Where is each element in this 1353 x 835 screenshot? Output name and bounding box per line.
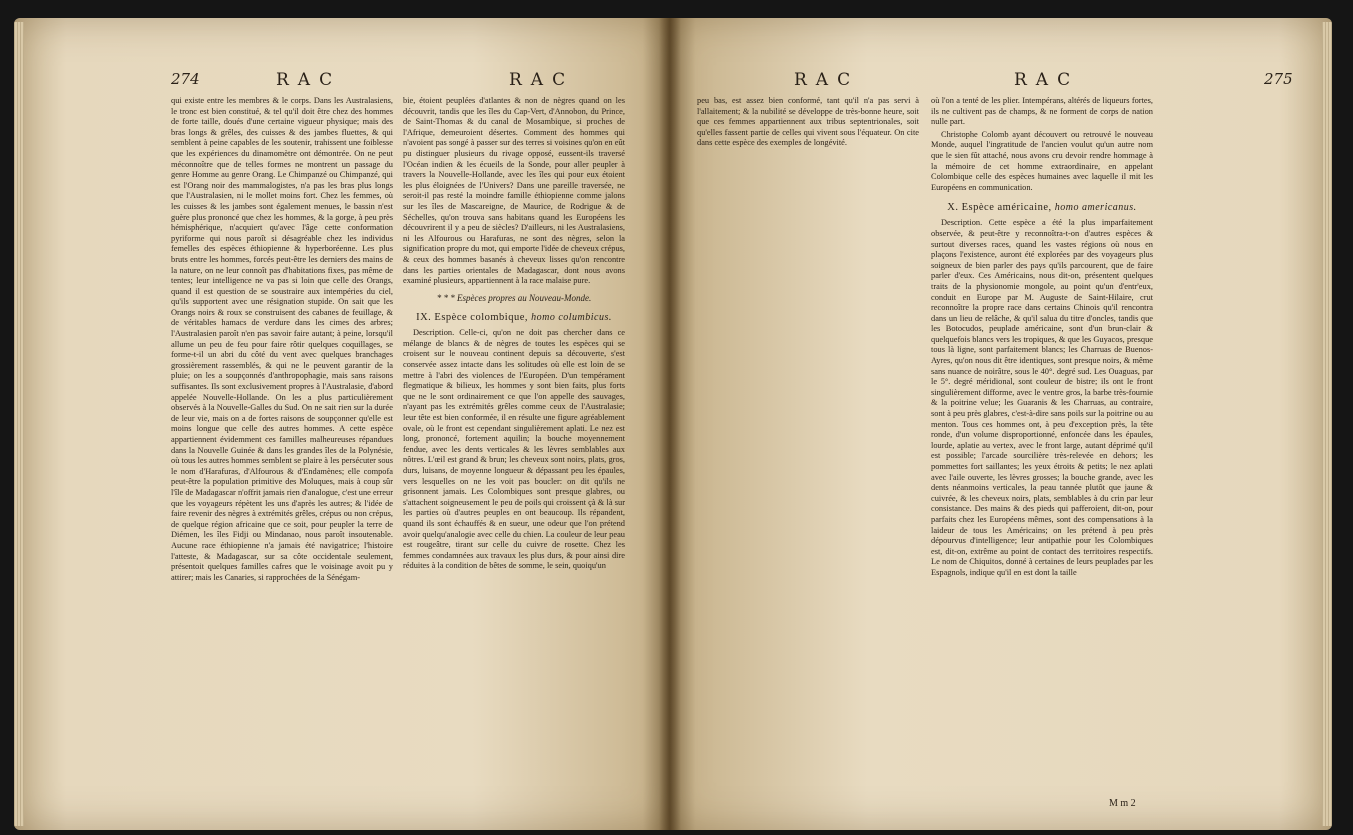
signature-mark: M m 2 [1109,798,1136,809]
book-gutter [659,18,681,830]
left-column-1 [171,96,393,585]
section-title-x-latin: homo americanus. [1054,202,1137,214]
section-title-ix-latin: homo columbicus. [531,312,612,324]
open-book [14,18,1332,830]
right-page-number: 275 [1264,70,1293,88]
paragraph: Christophe Colomb ayant découvert ou retrouvé le nouveau Monde, auquel l'ingratitude de l'ancien voulut qu'un autre nom que le sien fût attaché, nous avons cru devoir rendre hommage à la mémoire de cet homme extraordinaire, en appelant Colombique celle des espèces humaines avec laquelle il mit les Européens en communication. [931,129,1153,192]
section-title-x [931,201,1153,214]
subheading-new-world: * * * Espèces propres au Nouveau-Monde. [436,292,592,303]
right-running-head-2: RAC [1014,70,1080,90]
left-page-number: 274 [171,70,200,88]
right-running-head-1: RAC [794,70,860,90]
left-page [14,18,669,830]
left-running-head [14,70,669,96]
right-column-1 [697,96,919,151]
paragraph: qui existe entre les membres & le corps. Dans les Australasiens, le tronc est bien constitué, & tel qu'il doit être chez des hommes de forte taille, doués d'une certaine vigueur physique; mais des bras longs & grêles, des cuisses & des jambes fluettes, & qui semblent à peine capables de les soutenir, trahissent une foiblesse que les expériences du dinamomètre ont démontrée. On ne peut méconnoître que de telles formes ne montrent un passage du genre Homme au genre Orang. Le Chimpanzé ou Chimpanzé, qui est l'Orang noir des mammalogistes, n'a pas les bras plus longs que l'Australasien, ni le mollet moins fort. Chez les femmes, où les cuisses & les jambes sont également menues, le bassin n'est guère plus prononcé que chez les hommes, & la gorge, à peu près hémisphérique, n'acquiert qu'avec l'âge cette conformation pyriforme qui nous paroît si désagréable chez les individus femelles des espèces éthiopienne & hyperboréenne. Les plus bruts entre les hommes, forcés peut-être les derniers des mains de la nature, on ne leur connoît pas d'habitations fixes, pas même de tentes; leur intelligence ne va pas si loin que celle des Orangs, quand il est question de se soustraire aux intempéries du ciel, qu'ils supportent avec une résignation stupide. On sait que les Orangs noirs & roux se construisent des cabanes de feuillage, & de véritables hamacs de verdure dans les cimes des arbres; l'Australasien paroît n'en pas savoir faire autant; à peine, lorsqu'il allume un peu de feu pour faire rôtir quelques coquillages, se forme-t-il un abri du côté du vent avec quelques branchages grossièrement rassemblés, & qui ne le peuvent garantir de la pluie; on les a soupçonnés d'anthropophagie, mais sans raisons suffisantes. Ils sont exclusivement propres à l'Australasie, d'abord appelée Nouvelle-Hollande. On les a plus particulièrement observés à la Nouvelle-Galles du Sud. On ne sait rien sur la durée de leur vie, mais on a de fortes raisons de soupçonner qu'elle est moins longue que celle des autres hommes. A cette espèce appartiennent évidemment ces familles malheureuses répandues dans la Nouvelle Guinée & dans les grandes îles de la Polynésie, où tous les autres hommes semblent se plaire à les persécuter sous le nom d'Harafuras, d'Alfourous & d'Endamènes; elle compofa peut-être la population primitive des Moluques, mais à coup sûr l'île de Madagascar n'offrit jamais rien d'analogue, c'est une erreur que les voyageurs répètent les uns d'après les autres; & l'idée de faire revenir des nègres à extrémités grêles, crépus ou non crépus, de quelque région africaine que ce soit, pour peupler la terre de Diémen, les îles Fidji ou Mindanao, nous paroît insoutenable. Aucune race éthiopienne n'a jamais été navigatrice; l'histoire l'atteste, & Madagascar, sur sa côte occidentale seulement, présentoit quelques familles cafres que le voisinage avoit pu y attirer; mais les Canaries, si rapprochées de la Sénégam- [171,96,393,582]
paragraph: Description. Celle-ci, qu'on ne doit pas chercher dans ce mélange de blancs & de nègres de toutes les espèces qui se croisent sur le nouveau continent depuis sa découverte, s'est conservée assez intacte dans les solitudes où elle est loin de se mettre à l'abri des violences de l'Européen. D'un tempérament flegmatique & bilieux, les hommes y sont bien faits, plus forts que ne le sont ordinairement ce que l'on appelle des sauvages, n'ayant pas les extrémités grêles comme ceux de l'Australasie; leur tête est bien conformée, il en résulte une figure agréablement ovale, où le front est cependant singulièrement aplati. Le nez est long, prononcé, fortement aquilin; la bouche moyennement fendue, avec les dents verticales & les lèvres semblables aux nôtres. L'œil est grand & brun; les cheveux sont noirs, plats, gros, durs, luisans, de moyenne longueur & dépassant peu les épaules, vers lesquelles on ne les voit pas boucler: on dit qu'ils ne grisonnent jamais. Les Colombiques sont presque glabres, ou s'attachent soigneusement le peu de poils qui croissent çà & là sur les parties où d'autres peuples en ont beaucoup. Ils répandent, quand ils sont échauffés & en sueur, une odeur que l'on prétend avoir quelqu'analogie avec celle du chien. La couleur de leur peau est rougeâtre, tirant sur celle du cuivre de rosette. Chez les femmes condamnées aux travaux les plus durs, & pour ainsi dire réduites à la condition de bêtes de somme, le sein, quoiqu'un [403,328,625,571]
paragraph: bie, étoient peuplées d'atlantes & non de nègres quand on les découvrit, tandis que les îles du Cap-Vert, d'Annobon, du Prince, de Saint-Thomas & du canal de Mosambique, si proches de l'Afrique, demeuroient désertes. Comment des hommes qui n'avoient pas songé à passer sur des terres si voisines qu'on en eût pu distinguer plusieurs du rivage opposé, eussent-ils traversé l'Océan indien & les écueils de la Sonde, pour aller peupler à travers la Nouvelle-Hollande, avec les îles qui pour eux étoient les plus éloignées de l'Univers? Dans une pareille traversée, ne seroit-il pas resté la moindre famille éthiopienne comme jalons sur les îles de Mascareigne, de Maurice, de Rodrigue & de Séchelles, qu'on trouva sans habitans quand les Européens les découvrirent il y a peu de siècles? D'ailleurs, ni les Australasiens, ni les Alfourous ou Harafuras, ne sont des nègres, selon la signification propre du mot, qui emporte l'idée de cheveux crépus, & ceux des hommes basanés à cheveux lisses qu'on rencontre dans les parties orientales de Madagascar, dont nous avons examiné plusieurs, appartiennent à la race malaise pure. [403,96,625,286]
left-running-head-2: RAC [509,70,575,90]
section-title-ix [403,311,625,324]
right-column-2 [931,96,1153,581]
left-column-2 [403,96,625,574]
section-title-x-text: X. Espèce américaine, [947,202,1052,214]
page-edge-right [1322,22,1332,826]
section-title-ix-text: IX. Espèce colombique, [416,312,528,324]
paragraph: où l'on a tenté de les plier. Intempérans, altérés de liqueurs fortes, ils ne cultivent pas de champs, & ne forment de corps de nation nulle part. [931,96,1153,127]
right-running-head [669,70,1332,96]
page-edge-left [14,22,24,826]
paragraph: Description. Cette espèce a été la plus imparfaitement observée, & peut-être y reconnoîtra-t-on d'autres espèces & surtout diverses races, quand les vastes régions où nous en plaçons l'existence, auront été explorées par des voyageurs plus soigneux de bien parler des pays qu'ils parcourent, que de faire parler d'eux. Ces Américains, nous dit-on, présentent quelques traits de la physionomie mongole, au point qu'un d'entr'eux, conduit en Europe par M. Auguste de Saint-Hilaire, crut reconnoître la propre race dans certains Chinois qu'il rencontra dans un lieu de relâche, & qu'il salua du titre d'oncles, tandis que les Botocudos, peuplade américaine, sont d'un brun-clair & quelquefois blancs vers les tropiques, & que les Guyacos, presque tous là ligne, sont parfaitement blancs; les Charruas de Buenos-Ayres, qu'on nous dit être identiques, sont presque noirs, & même sans nuance de noirâtre, sous le 40°. degré sud. Les Ouaguas, par le 5°. degré méridional, sont couleur de bistre; ils ont le front singulièrement difforme, avec le ventre gros, la barbe très-fournie & la poitrine velue; les Guaranis & les Charruas, au contraire, sont à peu près glabres, c'est-à-dire sans poils sur la poitrine ou au menton. Tous ces hommes ont, à peu d'exception près, la tête ronde, d'un volume disproportionné, enfoncée dans les épaules, lourde, aplatie au vertex, avec le front large, autant déprimé qu'il est possible; l'arcade sourcilière très-relevée en dehors; les pommettes fort saillantes; les yeux étroits & petits; le nez aplati avec l'aile ouverte, les lèvres grosses; la bouche grande, avec les dents néanmoins verticales, la peau tannée plutôt que jaune & cuivrée, & les cheveux noirs, plats, semblables à du crin par leur consistance. Des mains & des pieds qui pafferoient, dit-on, pour parfaits chez les Européens mêmes, sont des compensations à la laideur de tous les Américains; on les prétend à peu près dépourvus d'intelligence; leur antipathie pour les Colombiques est, dit-on, extrême au point de contact des territoires respectifs. Le nom de Chiquitos, donné à certaines de leurs peuplades par les Espagnols, indique qu'il en est dont la taille [931,218,1153,577]
right-page [669,18,1332,830]
left-running-head-1: RAC [276,70,342,90]
paragraph: peu bas, est assez bien conformé, tant qu'il n'a pas servi à l'allaitement; & la nubilité se développe de très-bonne heure, soit que ces femmes appartiennent aux tribus septentrionales, soit qu'elles fassent partie de celles qui vivent sous l'équateur. On cite dans cette espèce des exemples de longévité. [697,96,919,148]
